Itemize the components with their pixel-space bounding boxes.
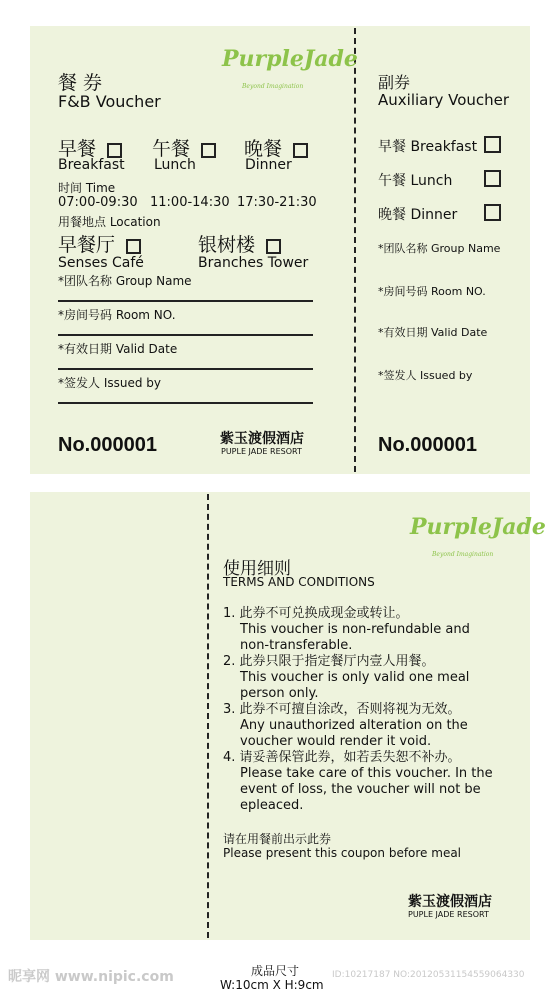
- brand-tagline: Beyond Imagination: [242, 83, 304, 90]
- field-room-no: *房间号码 Room NO.: [58, 308, 176, 322]
- time-label: 时间 Time: [58, 181, 116, 195]
- aux-dinner-checkbox[interactable]: [484, 204, 501, 221]
- room-no-line[interactable]: [58, 334, 313, 336]
- aux-field-valid-date: *有效日期 Valid Date: [378, 326, 488, 339]
- aux-field-room-no: *房间号码 Room NO.: [378, 285, 486, 298]
- branches-tower-checkbox[interactable]: [266, 239, 281, 254]
- term-en: non-transferable.: [240, 638, 353, 653]
- senses-cafe-checkbox[interactable]: [126, 239, 141, 254]
- terms-list: [223, 606, 493, 814]
- term-en: person only.: [240, 686, 319, 701]
- terms-title-zh: 使用细则: [223, 559, 291, 579]
- size-value: W:10cm X H:9cm: [220, 978, 324, 992]
- term-zh: 4. 请妥善保管此券，如若丢失恕不补办。: [223, 750, 461, 765]
- brand-logo-back: PurpleJade: [410, 514, 546, 540]
- brand-logo: PurpleJade: [222, 46, 358, 72]
- term-en: This voucher is only valid one meal: [240, 670, 470, 685]
- aux-number: No.000001: [378, 434, 477, 456]
- meal-lunch: 午餐: [152, 134, 216, 161]
- term-item: [223, 654, 493, 702]
- term-en: epleaced.: [240, 798, 304, 813]
- location-senses-en: Senses Café: [58, 255, 144, 271]
- term-en: event of loss, the voucher will not be: [240, 782, 481, 797]
- term-en: Please take care of this voucher. In the: [240, 766, 493, 781]
- location-label: 用餐地点 Location: [58, 215, 161, 229]
- meal-breakfast-en: Breakfast: [58, 157, 125, 173]
- hotel-name-en-back: PUPLE JADE RESORT: [408, 910, 489, 919]
- term-zh: 2. 此券只限于指定餐厅内壹人用餐。: [223, 654, 435, 669]
- voucher-number: No.000001: [58, 434, 157, 456]
- meal-breakfast: 早餐: [58, 134, 122, 161]
- term-en: Any unauthorized alteration on the: [240, 718, 468, 733]
- aux-breakfast-checkbox[interactable]: [484, 136, 501, 153]
- hotel-name-en: PUPLE JADE RESORT: [221, 447, 302, 456]
- term-item: [223, 606, 493, 654]
- aux-field-group-name: *团队名称 Group Name: [378, 242, 501, 255]
- location-senses: 早餐厅: [58, 230, 141, 257]
- aux-lunch-checkbox[interactable]: [484, 170, 501, 187]
- aux-meal-dinner: 晚餐 Dinner: [378, 207, 458, 223]
- perforation-line: [354, 28, 356, 472]
- voucher-title-zh: 餐 券: [58, 72, 103, 94]
- term-item: [223, 750, 493, 814]
- location-branches: 银树楼: [198, 230, 281, 257]
- aux-title-en: Auxiliary Voucher: [378, 91, 510, 109]
- term-zh: 1. 此券不可兑换成现金或转让。: [223, 606, 409, 621]
- time-dinner: 17:30-21:30: [237, 195, 317, 210]
- aux-meal-lunch: 午餐 Lunch: [378, 173, 453, 189]
- term-zh: 3. 此券不可擅自涂改，否则将视为无效。: [223, 702, 461, 717]
- lunch-checkbox[interactable]: [201, 143, 216, 158]
- time-lunch: 11:00-14:30: [150, 195, 230, 210]
- voucher-front-card: [30, 26, 530, 474]
- term-en: voucher would render it void.: [240, 734, 432, 749]
- watermark-left: 昵享网 www.nipic.com: [8, 969, 174, 985]
- watermark-right: ID:10217187 NO:20120531154559064330: [332, 970, 525, 980]
- present-note-en: Please present this coupon before meal: [223, 846, 462, 860]
- aux-meal-breakfast: 早餐 Breakfast: [378, 139, 478, 155]
- terms-title-en: TERMS AND CONDITIONS: [223, 575, 375, 589]
- breakfast-checkbox[interactable]: [107, 143, 122, 158]
- perforation-line-back: [207, 494, 209, 938]
- meal-dinner-en: Dinner: [245, 157, 292, 173]
- present-note-zh: 请在用餐前出示此券: [223, 832, 332, 846]
- time-breakfast: 07:00-09:30: [58, 195, 138, 210]
- voucher-back-card: [30, 492, 546, 940]
- term-en: This voucher is non-refundable and: [240, 622, 470, 637]
- meal-lunch-en: Lunch: [154, 157, 196, 173]
- aux-title-zh: 副券: [378, 73, 411, 92]
- field-group-name: *团队名称 Group Name: [58, 274, 192, 288]
- valid-date-line[interactable]: [58, 368, 313, 370]
- group-name-line[interactable]: [58, 300, 313, 302]
- issued-by-line[interactable]: [58, 402, 313, 404]
- location-branches-en: Branches Tower: [198, 255, 309, 271]
- aux-field-issued-by: *签发人 Issued by: [378, 369, 473, 382]
- field-issued-by: *签发人 Issued by: [58, 376, 161, 390]
- hotel-name-zh-back: 紫玉渡假酒店: [408, 894, 492, 910]
- dinner-checkbox[interactable]: [293, 143, 308, 158]
- brand-tagline-back: Beyond Imagination: [432, 551, 494, 558]
- size-label: 成品尺寸: [251, 964, 300, 978]
- hotel-name-zh: 紫玉渡假酒店: [220, 431, 304, 447]
- field-valid-date: *有效日期 Valid Date: [58, 342, 178, 356]
- meal-dinner: 晚餐: [244, 134, 308, 161]
- voucher-title-en: F&B Voucher: [58, 92, 161, 111]
- term-item: [223, 702, 493, 750]
